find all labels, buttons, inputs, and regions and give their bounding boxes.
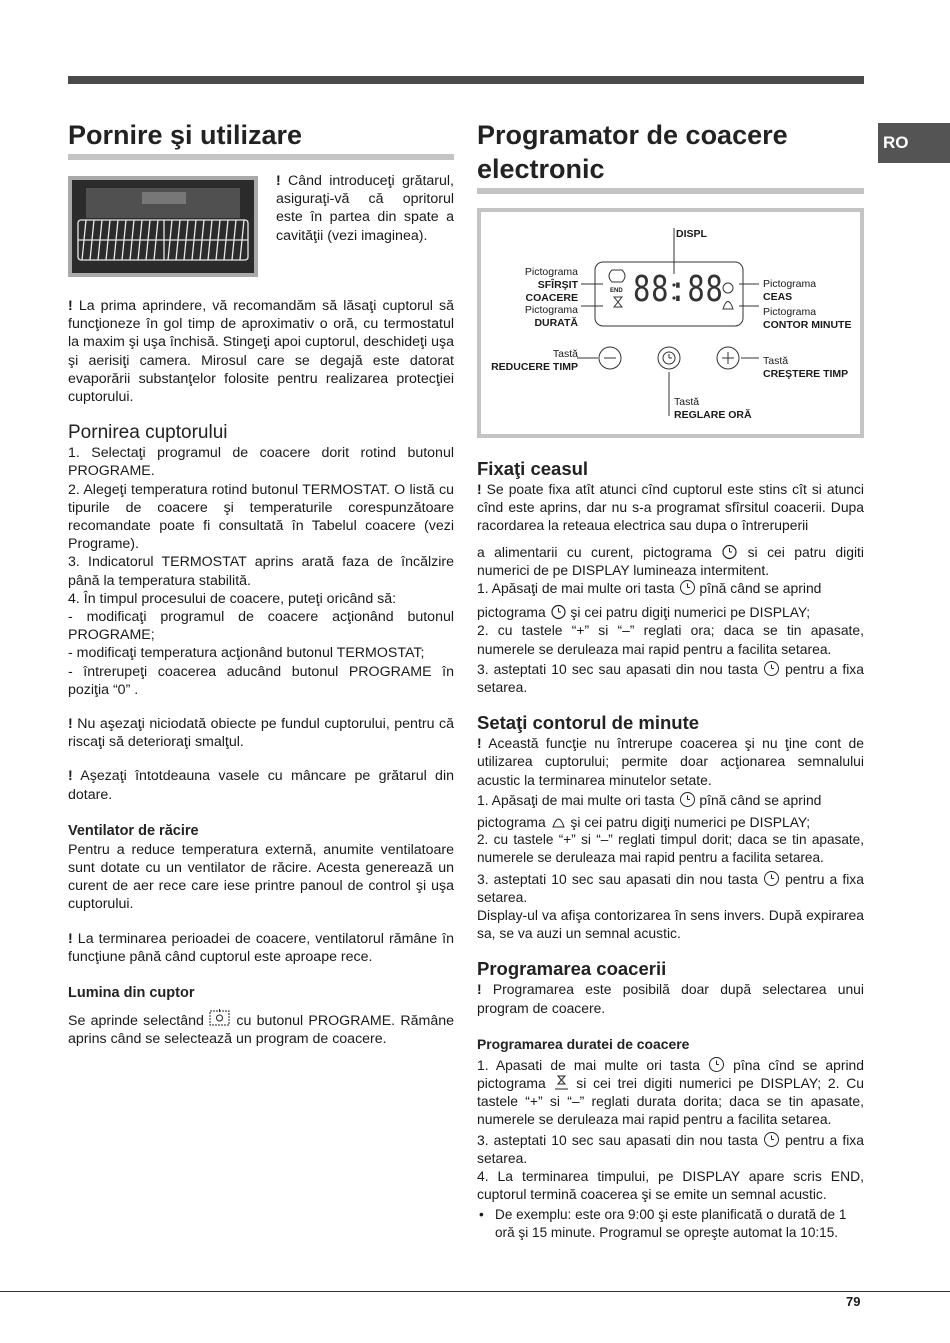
- start-step: 4. În timpul procesului de coacere, puteţi oricând să:: [68, 590, 397, 607]
- label-text: CONTOR MINUTE: [763, 319, 852, 331]
- minute-step-text: 3. asteptati 10 sec sau apasati din nou tasta: [477, 870, 763, 887]
- clock-key-icon: [679, 791, 696, 808]
- clock-icon: [721, 543, 738, 560]
- start-step: - modificaţi programul de coacere acţionând butonul PROGRAME;: [68, 609, 454, 644]
- end-indicator: END: [610, 288, 623, 294]
- timer-control-panel-diagram: [477, 208, 864, 438]
- oven-light-text-b: cu butonul PROGRAME. Rămâne aprins când se selectează un program de coacere.: [68, 1013, 454, 1048]
- clock-step-text: şi cei patru digiţi numerici pe DISPLAY;: [566, 604, 811, 621]
- intro-block: [68, 173, 454, 277]
- minute-step-text: pînă când se aprind: [695, 791, 822, 808]
- duration-step-text: pîna cînd se aprind pictograma: [477, 1056, 865, 1092]
- minute-intro: [477, 734, 864, 789]
- bullet-dot: •: [479, 1206, 484, 1222]
- label-text: COACERE: [525, 292, 578, 304]
- label-text: Pictograma: [524, 304, 578, 316]
- start-step: 2. Alegeţi temperatura rotind butonul TERMOSTAT. O listă cu tipurile de coacere şi temperaturile corespunzătoare recomandate poate fi consultată în Tabelul coacere (vezi Programe).: [68, 481, 454, 553]
- example-bullet: [477, 1206, 864, 1242]
- label-text: Pictograma: [763, 306, 817, 318]
- minute-step-text: pentru a fixa setarea.: [477, 870, 864, 905]
- section-title-start-use: Pornire şi utilizare: [68, 118, 454, 160]
- clock-key-icon: [679, 579, 696, 596]
- label-text: CREŞTERE TIMP: [763, 368, 849, 380]
- exclamation-mark: !: [477, 981, 482, 998]
- lamp-icon: [209, 1007, 231, 1027]
- clock-step-text: pictograma: [477, 604, 550, 621]
- display-digits: 88:88: [633, 269, 724, 310]
- label-clock-key: [674, 396, 752, 422]
- exclamation-mark: !: [68, 298, 73, 314]
- label-text: Pictograma: [524, 266, 578, 278]
- duration-step-4: 4. La terminarea timpului, pe DISPLAY apare scris END, cuptorul termină coacerea şi se emite un semnal acustic.: [477, 1168, 864, 1203]
- label-text: SFÎRŞIT: [537, 279, 578, 291]
- fan-note: [68, 930, 454, 966]
- heading-set-clock: Fixaţi ceasul: [477, 458, 589, 479]
- minute-step-text: pictograma: [477, 814, 550, 831]
- cooling-fan-text: Pentru a reduce temperatura externă, anumite ventilatoare sunt dotate cu un ventilator de răcire. Acesta generează un curent de aer rece care iese printre panoul de control şi uşa cuptorului.: [68, 841, 454, 913]
- example-text: De exemplu: este ora 9:00 şi este planificată o durată de 1 oră şi 15 minute. Programul se opreşte automat la 10:15.: [495, 1206, 847, 1240]
- duration-step-text: pentru a fixa setarea.: [477, 1131, 864, 1166]
- label-text: DURATĂ: [534, 317, 578, 329]
- start-step: 1. Selectaţi programul de coacere dorit rotind butonul PROGRAME.: [68, 445, 454, 480]
- label-decrease-key: [491, 348, 578, 374]
- label-text: CEAS: [763, 291, 793, 303]
- oven-light-text: [68, 1007, 454, 1048]
- program-note-text: Programarea este posibilă doar după selectarea unui program de coacere.: [477, 981, 864, 1016]
- label-duration-icon: [525, 304, 578, 330]
- rack-note-text: Când introduceţi grătarul, asiguraţi-vă că opritorul este în partea din spate a cavităţii (vezi imaginea).: [276, 173, 454, 244]
- exclamation-mark: !: [477, 481, 482, 497]
- rack-note: [276, 172, 454, 277]
- heading-minute-counter: Setaţi contorul de minute: [477, 712, 700, 734]
- clock-key-icon: [763, 660, 780, 677]
- label-text: Tastă: [552, 348, 578, 360]
- exclamation-mark: !: [477, 735, 482, 752]
- rack-usage-note: [68, 767, 454, 803]
- clock-step-text: 1. Apăsaţi de mai multe ori tasta: [477, 580, 679, 597]
- page-number: 79: [846, 1294, 861, 1309]
- clock-intro-text: Se poate fixa atît atunci cînd cuptorul este stins cît si atunci cînd este aprins, dar nu s-a programat sfîrsitul coacerii. Dupa racordarea la reteaua electrica sau dupa o întreruperii: [477, 481, 864, 534]
- heading-oven-light: Lumina din cuptor: [68, 985, 195, 1002]
- label-increase-key: [763, 355, 848, 381]
- duration-step-text: 3. asteptati 10 sec sau apasati din nou tasta: [477, 1131, 763, 1148]
- label-display: DISPL: [676, 228, 707, 240]
- exclamation-mark: !: [68, 930, 73, 947]
- label-text: REDUCERE TIMP: [491, 361, 578, 373]
- minute-intro-text: Această funcţie nu întrerupe coacerea şi nu ţine cont de utilizarea cuptorului; permite doar acţionarea semnalului acustic la terminarea minutelor setate.: [477, 735, 864, 788]
- clock-step-1b: [477, 603, 864, 621]
- clock-icon: [550, 603, 567, 620]
- start-steps: [68, 444, 454, 699]
- clock-step-3: [477, 660, 864, 696]
- oven-light-text-a: Se aprinde selectând: [68, 1013, 210, 1030]
- label-clock-icon: [763, 278, 816, 304]
- clock-key-icon: [763, 870, 780, 887]
- section-title-timer: Programator de coacere electronic: [477, 118, 864, 194]
- first-use-paragraph: [68, 297, 454, 406]
- language-tab: RO: [878, 123, 950, 163]
- enamel-warning: [68, 715, 454, 751]
- clock-step-text: a alimentarii cu curent, pictograma: [477, 543, 722, 560]
- enamel-warning-text: Nu aşezaţi niciodată obiecte pe fundul cuptorului, pentru că riscaţi să deterioraţi smalţul.: [68, 716, 454, 751]
- duration-hourglass-icon: [553, 1074, 570, 1091]
- label-text: REGLARE ORĂ: [674, 409, 752, 421]
- clock-key-icon: [708, 1056, 725, 1073]
- label-minute-counter-icon: [763, 306, 851, 332]
- start-step: - modificaţi temperatura acţionând butonul TERMOSTAT;: [68, 645, 425, 662]
- oven-rack-illustration: [72, 180, 254, 273]
- clock-step-text: 3. asteptati 10 sec sau apasati din nou tasta: [477, 660, 763, 677]
- exclamation-mark: !: [68, 768, 73, 785]
- program-note: [477, 980, 864, 1016]
- minute-countdown-note: Display-ul va afişa contorizarea în sens invers. După expirarea sa, se va auzi un semnal acustic.: [477, 907, 864, 942]
- duration-step-3: [477, 1131, 864, 1167]
- minute-step-3: [477, 870, 864, 906]
- clock-step-text: si cei patru digiti numerici de pe DISPLAY lumineaza intermitent.: [477, 543, 864, 578]
- heading-program-cooking: Programarea coacerii: [477, 958, 667, 980]
- clock-step-1: [477, 579, 864, 597]
- footer-rule: [0, 1291, 950, 1292]
- heading-cooling-fan: Ventilator de răcire: [68, 822, 199, 839]
- top-rule: [68, 76, 864, 84]
- left-column: [68, 118, 454, 1049]
- duration-step-1: [477, 1056, 864, 1129]
- clock-step-2: 2. cu tastele “+” si “–” reglati ora; daca se tin apasate, numerele se deruleaza mai rapid pentru a facilita setarea.: [477, 622, 864, 657]
- right-column: [477, 118, 864, 1242]
- heading-start-oven: Pornirea cuptorului: [68, 422, 228, 444]
- heading-duration-programming: Programarea duratei de coacere: [477, 1035, 690, 1052]
- duration-step-text: si cei trei digiti numerici pe DISPLAY; 2. Cu tastele “+” si “–” reglati durata dorita; daca se tin apasate, numerele se deruleaza mai rapid pentru a facilita setarea.: [477, 1075, 864, 1128]
- minute-step-1b: [477, 813, 864, 831]
- minute-step-text: şi cei patru digiţi numerici pe DISPLAY;: [566, 814, 811, 831]
- oven-rack-image: [68, 176, 258, 277]
- label-text: Pictograma: [763, 278, 817, 290]
- minute-step-1: [477, 791, 864, 809]
- clock-key-icon: [763, 1131, 780, 1148]
- label-text: Tastă: [763, 355, 789, 367]
- start-step: - întrerupeţi coacerea aducând butonul PROGRAME în poziţia “0” .: [68, 663, 454, 698]
- label-text: Tastă: [674, 396, 700, 408]
- exclamation-mark: !: [68, 716, 73, 733]
- label-end-icon: [525, 266, 578, 305]
- minute-step-text: 1. Apăsaţi de mai multe ori tasta: [477, 791, 679, 808]
- fan-note-text: La terminarea perioadei de coacere, ventilatorul rămâne în funcţiune până când cuptorul este aproape rece.: [68, 930, 454, 965]
- clock-step-text: pentru a fixa setarea.: [477, 660, 864, 696]
- clock-step-blink: [477, 543, 864, 579]
- start-step: 3. Indicatorul TERMOSTAT aprins arată faza de încălzire până la temperatura stabilită.: [68, 554, 454, 589]
- duration-step-text: 1. Apasati de mai multe ori tasta: [477, 1056, 709, 1073]
- rack-usage-text: Aşezaţi întotdeauna vasele cu mâncare pe grătarul din dotare.: [68, 768, 454, 803]
- bell-icon: [550, 813, 567, 830]
- clock-step-text: pînă când se aprind: [695, 580, 822, 597]
- clock-intro: [477, 480, 864, 535]
- exclamation-mark: !: [276, 173, 281, 189]
- first-use-text: La prima aprindere, vă recomandăm să lăsaţi cuptorul să funcţioneze în gol timp de aproximativ o oră, cu termostatul la maxim şi uşa închisă. Stingeţi apoi cuptorul, deschideţi uşa şi aerisiţi camera. Mirosul care se degajă este datorat evaporării substanţelor folosite pentru realizarea protecţiei cuptorului.: [68, 298, 454, 406]
- minute-step-2: 2. cu tastele “+” si “–” reglati timpul dorit; daca se tin apasate, numerele se deruleaza mai rapid pentru a facilita setarea.: [477, 832, 864, 866]
